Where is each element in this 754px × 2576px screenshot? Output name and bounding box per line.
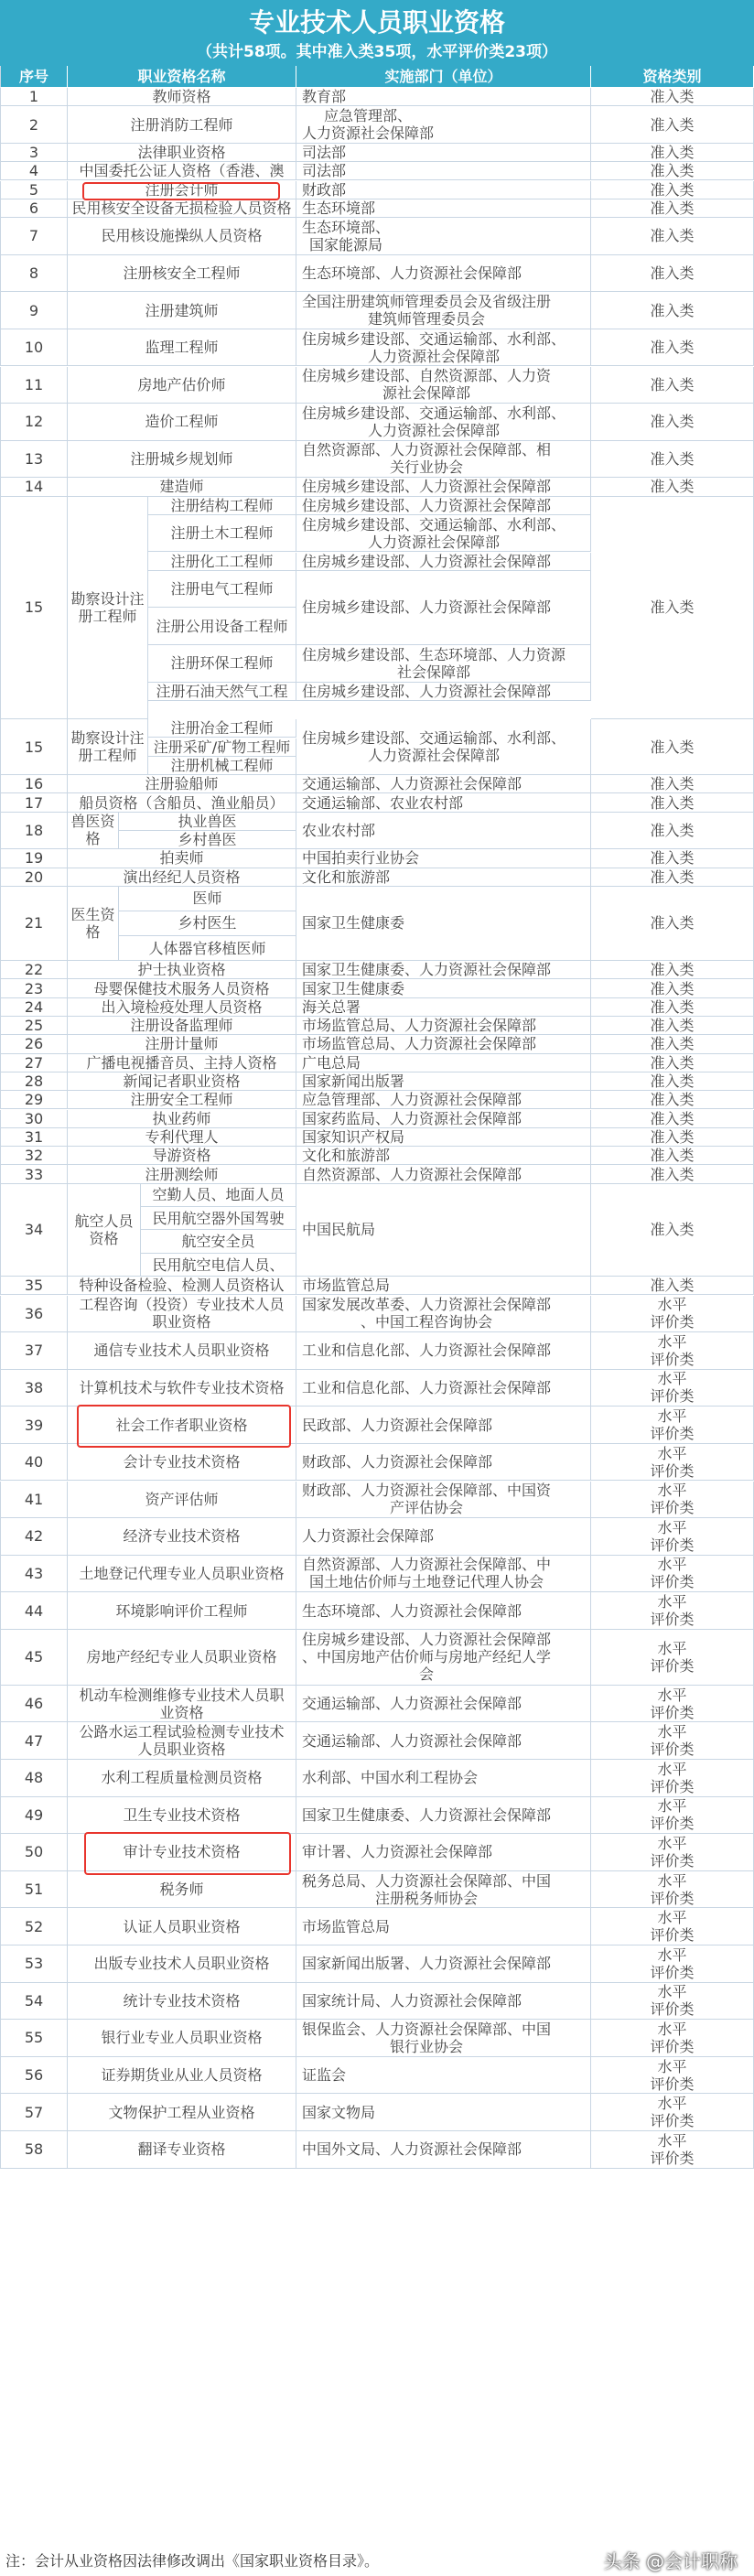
row-number: 32 [0, 1147, 68, 1165]
qualification-name: 注册核安全工程师 [68, 255, 296, 293]
qualification-name: 专利代理人 [68, 1128, 296, 1147]
department: 银保监会、人力资源社会保障部、中国 银行业协会 [296, 2020, 591, 2057]
qualification-name: 统计专业技术资格 [68, 1983, 296, 2021]
qualification-name: 注册安全工程师 [68, 1091, 296, 1109]
row-number: 50 [0, 1834, 68, 1871]
sub-qualification-name: 注册采矿/矿物工程师 [148, 738, 296, 757]
qualification-name: 资产评估师 [68, 1482, 296, 1519]
page-subtitle: （共计58项。其中准入类35项，水平评价类23项） [197, 43, 557, 61]
department: 税务总局、人力资源社会保障部、中国 注册税务师协会 [296, 1871, 591, 1909]
row-number: 58 [0, 2131, 68, 2169]
row-number: 49 [0, 1797, 68, 1835]
row-number: 10 [0, 329, 68, 367]
qualification-category: 准入类 [591, 849, 754, 868]
qualification-category: 水平 评价类 [591, 1518, 754, 1556]
row-number: 45 [0, 1630, 68, 1686]
qualification-name: 演出经纪人员资格 [68, 868, 296, 887]
highlight-box [77, 1405, 291, 1448]
department: 住房城乡建设部、交通运输部、水利部、 人力资源社会保障部 [296, 329, 591, 367]
qualification-name: 注册计量师 [68, 1035, 296, 1053]
department: 教育部 [296, 88, 591, 106]
department: 生态环境部、人力资源社会保障部 [296, 255, 591, 293]
column-header: 职业资格名称 [68, 66, 296, 88]
qualification-category: 水平 评价类 [591, 1630, 754, 1686]
department: 国家卫生健康委 [296, 887, 591, 961]
row-number: 44 [0, 1592, 68, 1630]
department: 市场监管总局、人力资源社会保障部 [296, 1017, 591, 1035]
qualification-category: 准入类 [591, 793, 754, 812]
sub-qualification-name: 注册冶金工程师 [148, 719, 296, 738]
qualification-category: 准入类 [591, 367, 754, 404]
qualification-category: 水平 评价类 [591, 1834, 754, 1871]
qualification-category: 准入类 [591, 887, 754, 961]
sub-qualification-name: 医师 [119, 887, 296, 911]
department: 全国注册建筑师管理委员会及省级注册 建筑师管理委员会 [296, 292, 591, 329]
department: 海关总署 [296, 998, 591, 1017]
qualification-category: 水平 评价类 [591, 2131, 754, 2169]
qualification-category: 准入类 [591, 199, 754, 218]
qualification-category: 水平 评价类 [591, 1871, 754, 1909]
qualification-name: 民用核安全设备无损检验人员资格 [68, 199, 296, 218]
row-number: 14 [0, 478, 68, 496]
qualification-category: 水平 评价类 [591, 1370, 754, 1407]
qualification-name: 注册会计师 [68, 181, 296, 199]
qualification-name: 监理工程师 [68, 329, 296, 367]
row-number: 30 [0, 1110, 68, 1128]
column-header: 资格类别 [591, 66, 754, 88]
qualification-name: 证券期货业从业人员资格 [68, 2057, 296, 2095]
row-number: 16 [0, 775, 68, 793]
qualification-category: 准入类 [591, 329, 754, 367]
qualification-category: 准入类 [591, 1110, 754, 1128]
department: 市场监管总局 [296, 1277, 591, 1295]
sub-qualification-name: 民用航空电信人员、 [141, 1254, 296, 1277]
row-number: 3 [0, 144, 68, 162]
qualification-category: 水平 评价类 [591, 1722, 754, 1760]
qualification-category: 准入类 [591, 497, 754, 720]
department: 国家统计局、人力资源社会保障部 [296, 1983, 591, 2021]
qualification-name: 造价工程师 [68, 404, 296, 441]
qualification-category: 水平 评价类 [591, 2020, 754, 2057]
qualification-category: 水平 评价类 [591, 1908, 754, 1945]
row-number: 40 [0, 1444, 68, 1482]
sub-qualification-name: 注册石油天然气工程 [148, 683, 296, 701]
qualification-category: 准入类 [591, 162, 754, 180]
footnote: 注：会计从业资格因法律修改调出《国家职业资格目录》。 [5, 2552, 380, 2570]
sub-qualification-name: 注册环保工程师 [148, 645, 296, 683]
row-number: 23 [0, 979, 68, 997]
qualification-name: 兽医资格 [68, 813, 119, 850]
qualification-category: 水平 评价类 [591, 1407, 754, 1444]
qualification-category: 水平 评价类 [591, 1332, 754, 1370]
qualification-name: 认证人员职业资格 [68, 1908, 296, 1945]
qualification-category: 准入类 [591, 478, 754, 496]
department: 应急管理部、 人力资源社会保障部 [296, 106, 591, 144]
qualification-name: 出版专业技术人员职业资格 [68, 1945, 296, 1983]
row-number: 15 [0, 719, 68, 775]
qualification-category: 准入类 [591, 404, 754, 441]
department: 国家卫生健康委 [296, 979, 591, 997]
qualification-name: 注册验船师 [68, 775, 296, 793]
department: 住房城乡建设部、交通运输部、水利部、 人力资源社会保障部 [296, 515, 591, 553]
row-number: 18 [0, 813, 68, 850]
department: 司法部 [296, 162, 591, 180]
row-number: 15 [0, 497, 68, 720]
qualification-name: 注册测绘师 [68, 1165, 296, 1183]
department: 审计署、人力资源社会保障部 [296, 1834, 591, 1871]
watermark: 头条 @会计职称 [603, 2550, 738, 2572]
department: 国家发展改革委、人力资源社会保障部 、中国工程咨询协会 [296, 1296, 591, 1333]
row-number: 13 [0, 441, 68, 479]
department: 国家新闻出版署 [296, 1072, 591, 1091]
qualification-category: 准入类 [591, 1184, 754, 1277]
row-number: 48 [0, 1760, 68, 1797]
qualification-category: 准入类 [591, 255, 754, 293]
qualification-name: 银行业专业人员职业资格 [68, 2020, 296, 2057]
qualification-name: 注册城乡规划师 [68, 441, 296, 479]
department: 自然资源部、人力资源社会保障部、相 关行业协会 [296, 441, 591, 479]
qualification-name: 法律职业资格 [68, 144, 296, 162]
row-number: 41 [0, 1482, 68, 1519]
department: 中国拍卖行业协会 [296, 849, 591, 868]
department: 文化和旅游部 [296, 868, 591, 887]
qualification-name: 房地产估价师 [68, 367, 296, 404]
department: 工业和信息化部、人力资源社会保障部 [296, 1332, 591, 1370]
row-number: 43 [0, 1556, 68, 1593]
qualification-category: 准入类 [591, 775, 754, 793]
department: 自然资源部、人力资源社会保障部 [296, 1165, 591, 1183]
department: 证监会 [296, 2057, 591, 2095]
row-number: 17 [0, 793, 68, 812]
qualification-category: 水平 评价类 [591, 1296, 754, 1333]
department: 住房城乡建设部、自然资源部、人力资 源社会保障部 [296, 367, 591, 404]
department: 中国民航局 [296, 1184, 591, 1277]
qualification-category: 准入类 [591, 1054, 754, 1072]
qualification-category: 准入类 [591, 1091, 754, 1109]
department: 财政部、人力资源社会保障部 [296, 1444, 591, 1482]
qualification-category: 准入类 [591, 1128, 754, 1147]
qualification-name: 教师资格 [68, 88, 296, 106]
table-title-bar [0, 0, 754, 66]
qualification-name: 公路水运工程试验检测专业技术 人员职业资格 [68, 1722, 296, 1760]
qualification-name: 医生资格 [68, 887, 119, 961]
qualification-name: 通信专业技术人员职业资格 [68, 1332, 296, 1370]
department: 交通运输部、人力资源社会保障部 [296, 775, 591, 793]
row-number: 34 [0, 1184, 68, 1277]
qualification-name: 广播电视播音员、主持人资格 [68, 1054, 296, 1072]
row-number: 7 [0, 218, 68, 255]
qualification-name: 勘察设计注册工程师 [68, 719, 148, 775]
qualification-name: 经济专业技术资格 [68, 1518, 296, 1556]
qualification-name: 母婴保健技术服务人员资格 [68, 979, 296, 997]
qualification-category: 水平 评价类 [591, 2094, 754, 2131]
qualification-name: 计算机技术与软件专业技术资格 [68, 1370, 296, 1407]
row-number: 11 [0, 367, 68, 404]
qualification-name: 工程咨询（投资）专业技术人员 职业资格 [68, 1296, 296, 1333]
highlight-box [84, 1832, 291, 1875]
qualification-category: 准入类 [591, 868, 754, 887]
qualification-category: 水平 评价类 [591, 1592, 754, 1630]
department: 应急管理部、人力资源社会保障部 [296, 1091, 591, 1109]
qualification-name: 建造师 [68, 478, 296, 496]
row-number: 54 [0, 1983, 68, 2021]
qualification-name: 注册设备监理师 [68, 1017, 296, 1035]
department: 住房城乡建设部、人力资源社会保障部 [296, 478, 591, 496]
qualification-category: 准入类 [591, 979, 754, 997]
department: 住房城乡建设部、交通运输部、水利部、 人力资源社会保障部 [296, 719, 591, 775]
row-number: 55 [0, 2020, 68, 2057]
sub-qualification-name: 空勤人员、地面人员 [141, 1184, 296, 1207]
qualification-category: 水平 评价类 [591, 1983, 754, 2021]
qualification-name: 勘察设计注册工程师 [68, 497, 148, 720]
qualification-name: 新闻记者职业资格 [68, 1072, 296, 1091]
qualification-name: 护士执业资格 [68, 961, 296, 979]
department: 国家文物局 [296, 2094, 591, 2131]
row-number: 51 [0, 1871, 68, 1909]
qualification-category: 准入类 [591, 181, 754, 199]
qualification-category: 水平 评价类 [591, 1760, 754, 1797]
department: 水利部、中国水利工程协会 [296, 1760, 591, 1797]
qualification-name: 文物保护工程从业资格 [68, 2094, 296, 2131]
qualification-name: 民用核设施操纵人员资格 [68, 218, 296, 255]
department: 住房城乡建设部、人力资源社会保障部 、中国房地产估价师与房地产经纪人学 会 [296, 1630, 591, 1686]
sub-qualification-name: 注册化工工程师 [148, 553, 296, 571]
qualification-name: 卫生专业技术资格 [68, 1797, 296, 1835]
sub-qualification-name: 执业兽医 [119, 813, 296, 831]
qualification-name: 房地产经纪专业人员职业资格 [68, 1630, 296, 1686]
qualification-category: 准入类 [591, 106, 754, 144]
qualification-category: 水平 评价类 [591, 1556, 754, 1593]
qualification-name: 会计专业技术资格 [68, 1444, 296, 1482]
department: 广电总局 [296, 1054, 591, 1072]
row-number: 4 [0, 162, 68, 180]
sub-qualification-name: 乡村兽医 [119, 831, 296, 849]
row-number: 37 [0, 1332, 68, 1370]
qualification-category: 准入类 [591, 88, 754, 106]
row-number: 31 [0, 1128, 68, 1147]
row-number: 42 [0, 1518, 68, 1556]
department: 住房城乡建设部、人力资源社会保障部 [296, 571, 591, 645]
row-number: 26 [0, 1035, 68, 1053]
department: 市场监管总局 [296, 1908, 591, 1945]
qualification-name: 翻译专业资格 [68, 2131, 296, 2169]
sub-qualification-name: 注册公用设备工程师 [148, 608, 296, 645]
qualification-name: 出入境检疫处理人员资格 [68, 998, 296, 1017]
row-number: 28 [0, 1072, 68, 1091]
row-number: 9 [0, 292, 68, 329]
department: 文化和旅游部 [296, 1147, 591, 1165]
department: 国家药监局、人力资源社会保障部 [296, 1110, 591, 1128]
qualification-name: 导游资格 [68, 1147, 296, 1165]
department: 交通运输部、人力资源社会保障部 [296, 1722, 591, 1760]
qualification-category: 水平 评价类 [591, 1444, 754, 1482]
row-number: 25 [0, 1017, 68, 1035]
row-number: 12 [0, 404, 68, 441]
row-number: 39 [0, 1407, 68, 1444]
page-title: 专业技术人员职业资格 [248, 7, 505, 38]
qualification-category: 准入类 [591, 1165, 754, 1183]
row-number: 36 [0, 1296, 68, 1333]
department: 司法部 [296, 144, 591, 162]
row-number: 22 [0, 961, 68, 979]
qualification-category: 准入类 [591, 1147, 754, 1165]
qualification-category: 准入类 [591, 998, 754, 1017]
row-number: 35 [0, 1277, 68, 1295]
department: 交通运输部、农业农村部 [296, 793, 591, 812]
qualification-category: 水平 评价类 [591, 2057, 754, 2095]
row-number: 5 [0, 181, 68, 199]
department: 国家卫生健康委、人力资源社会保障部 [296, 961, 591, 979]
qualification-name: 注册消防工程师 [68, 106, 296, 144]
qualification-category: 准入类 [591, 719, 754, 775]
department: 市场监管总局、人力资源社会保障部 [296, 1035, 591, 1053]
row-number: 53 [0, 1945, 68, 1983]
qualification-category: 准入类 [591, 1277, 754, 1295]
qualification-category: 水平 评价类 [591, 1482, 754, 1519]
qualification-category: 准入类 [591, 144, 754, 162]
department: 住房城乡建设部、人力资源社会保障部 [296, 683, 591, 701]
row-number: 1 [0, 88, 68, 106]
department: 人力资源社会保障部 [296, 1518, 591, 1556]
qualification-name: 中国委托公证人资格（香港、澳 [68, 162, 296, 180]
qualification-name: 拍卖师 [68, 849, 296, 868]
row-number: 57 [0, 2094, 68, 2131]
row-number: 52 [0, 1908, 68, 1945]
qualification-name: 航空人员资格 [68, 1184, 141, 1277]
qualification-category: 准入类 [591, 218, 754, 255]
row-number: 19 [0, 849, 68, 868]
row-number: 46 [0, 1686, 68, 1723]
qualification-name: 土地登记代理专业人员职业资格 [68, 1556, 296, 1593]
qualification-category: 水平 评价类 [591, 1686, 754, 1723]
department: 农业农村部 [296, 813, 591, 850]
sub-qualification-name: 乡村医生 [119, 911, 296, 936]
qualification-name: 注册建筑师 [68, 292, 296, 329]
department: 财政部 [296, 181, 591, 199]
sub-qualification-name: 注册结构工程师 [148, 497, 296, 515]
qualification-category: 准入类 [591, 1072, 754, 1091]
department: 生态环境部、人力资源社会保障部 [296, 1592, 591, 1630]
qualification-name: 机动车检测维修专业技术人员职 业资格 [68, 1686, 296, 1723]
qualification-name: 税务师 [68, 1871, 296, 1909]
row-number: 2 [0, 106, 68, 144]
qualification-name: 环境影响评价工程师 [68, 1592, 296, 1630]
qualification-name: 审计专业技术资格 [68, 1834, 296, 1871]
row-number: 20 [0, 868, 68, 887]
qualification-category: 准入类 [591, 1017, 754, 1035]
sub-qualification-name: 注册机械工程师 [148, 757, 296, 775]
department: 生态环境部、 国家能源局 [296, 218, 591, 255]
row-number: 56 [0, 2057, 68, 2095]
row-number: 33 [0, 1165, 68, 1183]
qualification-name: 特种设备检验、检测人员资格认 [68, 1277, 296, 1295]
sub-qualification-name: 注册电气工程师 [148, 571, 296, 609]
qualification-category: 水平 评价类 [591, 1797, 754, 1835]
department: 工业和信息化部、人力资源社会保障部 [296, 1370, 591, 1407]
qualification-category: 准入类 [591, 961, 754, 979]
row-number: 47 [0, 1722, 68, 1760]
sub-qualification-name: 民用航空器外国驾驶 [141, 1207, 296, 1230]
department: 住房城乡建设部、生态环境部、人力资源 社会保障部 [296, 645, 591, 683]
sub-qualification-name: 人体器官移植医师 [119, 936, 296, 961]
highlight-box [82, 182, 280, 200]
row-number: 27 [0, 1054, 68, 1072]
row-number: 29 [0, 1091, 68, 1109]
department: 国家知识产权局 [296, 1128, 591, 1147]
department: 交通运输部、人力资源社会保障部 [296, 1686, 591, 1723]
qualification-name: 船员资格（含船员、渔业船员） [68, 793, 296, 812]
department: 自然资源部、人力资源社会保障部、中 国土地估价师与土地登记代理人协会 [296, 1556, 591, 1593]
department: 住房城乡建设部、交通运输部、水利部、 人力资源社会保障部 [296, 404, 591, 441]
qualification-category: 准入类 [591, 292, 754, 329]
column-header: 序号 [0, 66, 68, 88]
row-number: 8 [0, 255, 68, 293]
qualification-category: 准入类 [591, 813, 754, 850]
qualification-name: 水利工程质量检测员资格 [68, 1760, 296, 1797]
column-header: 实施部门（单位） [296, 66, 591, 88]
department: 国家卫生健康委、人力资源社会保障部 [296, 1797, 591, 1835]
department: 民政部、人力资源社会保障部 [296, 1407, 591, 1444]
qualification-category: 准入类 [591, 1035, 754, 1053]
sub-qualification-name: 注册土木工程师 [148, 515, 296, 553]
department: 住房城乡建设部、人力资源社会保障部 [296, 553, 591, 571]
sub-qualification-name: 航空安全员 [141, 1230, 296, 1253]
department: 财政部、人力资源社会保障部、中国资 产评估协会 [296, 1482, 591, 1519]
row-number: 38 [0, 1370, 68, 1407]
department: 中国外文局、人力资源社会保障部 [296, 2131, 591, 2169]
department: 生态环境部 [296, 199, 591, 218]
qualification-name: 执业药师 [68, 1110, 296, 1128]
qualification-name: 社会工作者职业资格 [68, 1407, 296, 1444]
department: 住房城乡建设部、人力资源社会保障部 [296, 497, 591, 515]
qualification-category: 准入类 [591, 441, 754, 479]
row-number: 24 [0, 998, 68, 1017]
row-number: 6 [0, 199, 68, 218]
qualification-category: 水平 评价类 [591, 1945, 754, 1983]
department: 国家新闻出版署、人力资源社会保障部 [296, 1945, 591, 1983]
row-number: 21 [0, 887, 68, 961]
